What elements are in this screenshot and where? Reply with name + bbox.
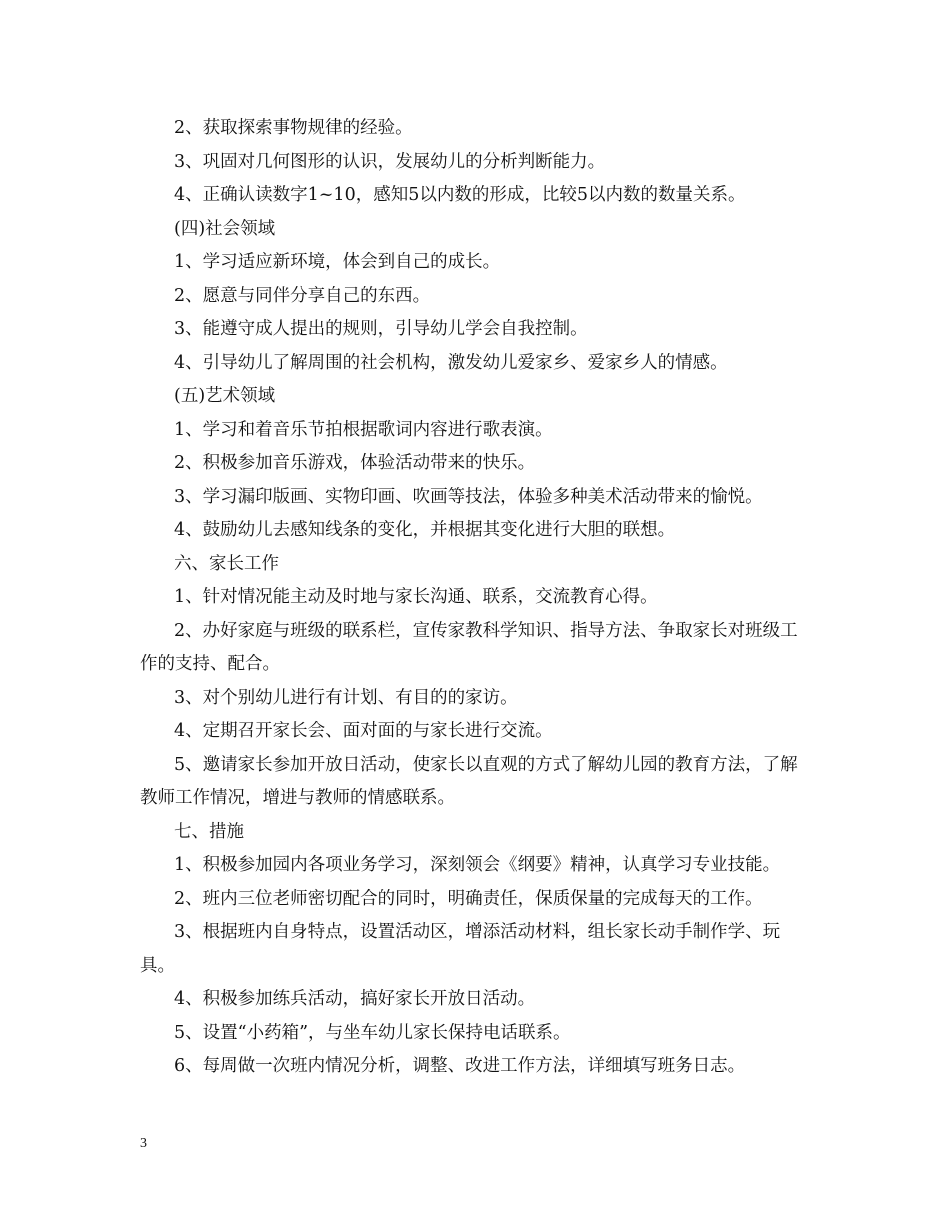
paragraph: 3、能遵守成人提出的规则，引导幼儿学会自我控制。 xyxy=(174,319,588,339)
section-heading: (四)社会领域 xyxy=(174,218,276,239)
paragraph: 3、学习漏印版画、实物印画、吹画等技法，体验多种美术活动带来的愉悦。 xyxy=(174,486,763,507)
paragraph: 2、愿意与同伴分享自己的东西。 xyxy=(174,285,431,306)
paragraph: 2、班内三位老师密切配合的同时，明确责任，保质保量的完成每天的工作。 xyxy=(174,888,763,909)
section-heading: 七、措施 xyxy=(174,821,244,842)
paragraph: 5、设置“小药箱”，与坐车幼儿家长保持电话联系。 xyxy=(174,1022,571,1043)
paragraph: 2、办好家庭与班级的联系栏，宣传家教科学知识、指导方法、争取家长对班级工作的支持、配合。 xyxy=(140,620,798,674)
paragraph: 4、积极参加练兵活动，搞好家长开放日活动。 xyxy=(174,989,536,1009)
paragraph: 1、针对情况能主动及时地与家长沟通、联系，交流教育心得。 xyxy=(174,587,658,607)
paragraph: 1、学习适应新环境，体会到自己的成长。 xyxy=(174,252,501,272)
paragraph: 3、对个别幼儿进行有计划、有目的的家访。 xyxy=(174,687,518,708)
paragraph: 2、获取探索事物规律的经验。 xyxy=(174,118,413,138)
section-heading: 六、家长工作 xyxy=(174,553,279,574)
page-number: 3 xyxy=(140,1136,147,1151)
paragraph: 4、引导幼儿了解周围的社会机构，激发幼儿爱家乡、爱家乡人的情感。 xyxy=(174,352,728,373)
paragraph: 5、邀请家长参加开放日活动，使家长以直观的方式了解幼儿园的教育方法，了解教师工作情况，增进与教师的情感联系。 xyxy=(140,754,798,808)
paragraph: 2、积极参加音乐游戏，体验活动带来的快乐。 xyxy=(174,453,536,473)
section-heading: (五)艺术领域 xyxy=(174,386,276,406)
paragraph: 4、鼓励幼儿去感知线条的变化，并根据其变化进行大胆的联想。 xyxy=(174,520,676,540)
paragraph: 1、积极参加园内各项业务学习，深刻领会《纲要》精神，认真学习专业技能。 xyxy=(174,855,781,875)
paragraph: 4、正确认读数字1~10，感知5以内数的形成，比较5以内数的数量关系。 xyxy=(174,185,746,205)
paragraph: 6、每周做一次班内情况分析，调整、改进工作方法，详细填写班务日志。 xyxy=(174,1056,746,1076)
document-body xyxy=(140,112,812,1084)
paragraph: 3、根据班内自身特点，设置活动区，增添活动材料，组长家长动手制作学、玩具。 xyxy=(140,922,781,976)
paragraph: 1、学习和着音乐节拍根据歌词内容进行歌表演。 xyxy=(174,419,553,440)
paragraph: 3、巩固对几何图形的认识，发展幼儿的分析判断能力。 xyxy=(174,151,606,172)
paragraph: 4、定期召开家长会、面对面的与家长进行交流。 xyxy=(174,721,553,741)
